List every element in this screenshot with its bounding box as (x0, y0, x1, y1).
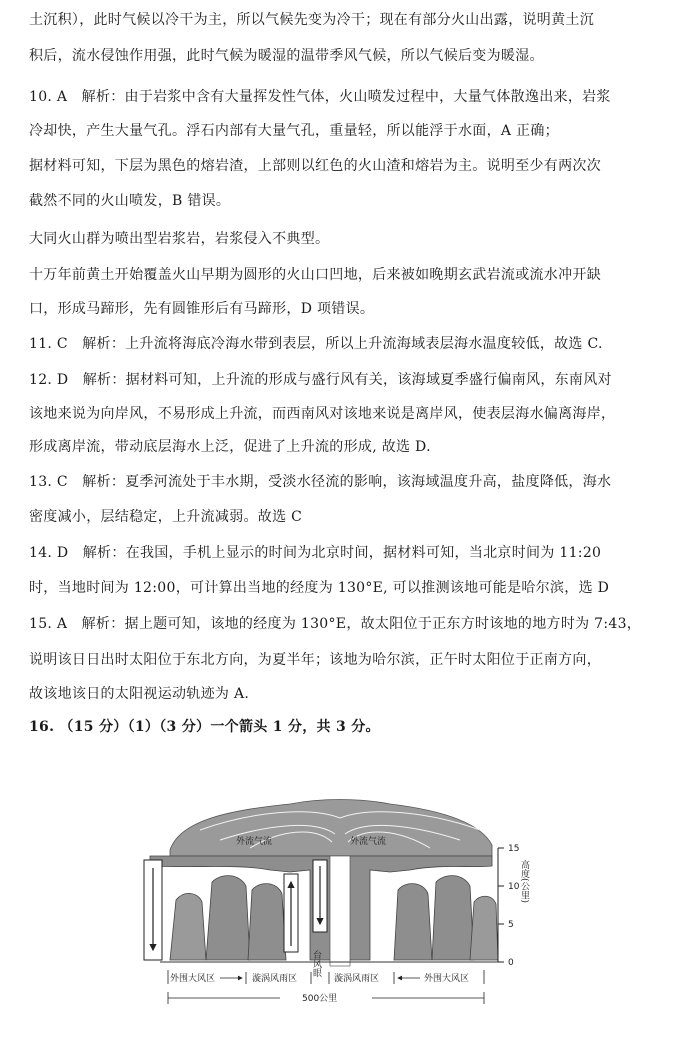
answer-12-line-1: 12. D 解析：据材料可知，上升流的形成与盛行风有关，该海域夏季盛行偏南风，东南风对 (29, 372, 612, 388)
answer-10-line-5: 大同火山群为喷出型岩浆岩，岩浆侵入不典型。 (29, 231, 330, 247)
ascending-arrow-box (284, 874, 298, 952)
answer-15-line-1: 15. A 解析：据上题可知，该地的经度为 130°E，故太阳位于正东方时该地的地方时为 7:43， (29, 616, 642, 632)
distance-scale (168, 992, 484, 1004)
answer-10-line-4: 截然不同的火山喷发，B 错误。 (29, 193, 231, 209)
answer-12-line-2: 该地来说为向岸风，不易形成上升流，而西南风对该地来说是离岸风，使表层海水偏离海岸， (29, 406, 616, 422)
typhoon-cross-section-figure (140, 790, 540, 1030)
answer-15-line-3: 故该地该日的太阳视运动轨迹为 A. (29, 686, 250, 702)
answer-11: 11. C 解析：上升流将海底冷海水带到表层，所以上升流海域表层海水温度较低，故选 C. (29, 336, 603, 352)
answer-12-line-3: 形成离岸流，带动底层海水上泛，促进了上升流的形成, 故选 D. (29, 439, 431, 455)
tick-0: 0 (508, 958, 514, 968)
answer-13-line-2: 密度减小，层结稳定，上升流减弱。故选 C (29, 509, 303, 525)
answer-15-line-2: 说明该日日出时太阳位于东北方向，为夏半年；该地为哈尔滨，正午时太阳位于正南方向， (29, 652, 601, 668)
answer-10-line-1: 10. A 解析：由于岩浆中含有大量挥发性气体，火山喷发过程中，大量气体散逸出来，岩浆 (29, 89, 611, 105)
zone-labels (168, 970, 484, 984)
typhoon-diagram (140, 790, 540, 1030)
zone-outer-right: 外围大风区 (424, 974, 470, 984)
tick-15: 15 (508, 844, 520, 854)
answer-10-line-3: 据材料可知，下层为黑色的熔岩渣，上部则以红色的火山渣和熔岩为主。说明至少有两次次 (29, 158, 601, 174)
answer-13-line-1: 13. C 解析：夏季河流处于丰水期，受淡水径流的影响，该海域温度升高，盐度降低，海水 (29, 474, 612, 490)
zone-outer-left: 外围大风区 (170, 974, 216, 984)
tick-5: 5 (508, 920, 514, 930)
answer-10-line-6: 十万年前黄土开始覆盖火山早期为圆形的火山口凹地，后来被如晚期玄武岩流或流水冲开缺 (29, 267, 601, 283)
answer-14-line-2: 时，当地时间为 12:00，可计算出当地的经度为 130°E, 可以推测该地可能是哈尔滨，选 D (29, 580, 610, 596)
text-line-1: 土沉积），此时气候以冷干为主，所以气候先变为冷干；现在有部分火山出露，说明黄土沉 (29, 12, 594, 28)
zone-vortex-right: 漩涡风雨区 (334, 974, 380, 984)
descending-arrow-box (144, 860, 162, 960)
question-16-heading: 16. （15 分）（1）（3 分）一个箭头 1 分，共 3 分。 (29, 719, 380, 735)
cloud-anvil (170, 800, 492, 857)
answer-14-line-1: 14. D 解析：在我国，手机上显示的时间为北京时间，据材料可知，当北京时间为 11:20 (29, 545, 602, 561)
eye-descending-arrow-box (313, 860, 327, 932)
typhoon-eye-label: 台风眼 (311, 950, 321, 977)
height-axis-label: 高度(公里) (519, 860, 529, 904)
height-axis (498, 844, 530, 968)
answer-10-line-7: 口，形成马蹄形，先有圆锥形后有马蹄形，D 项错误。 (29, 301, 375, 317)
zone-vortex-left: 漩涡风雨区 (252, 974, 298, 984)
answer-10-line-2: 冷却快，产生大量气孔。浮石内部有大量气孔，重量轻，所以能浮于水面，A 正确； (29, 123, 559, 139)
outflow-label-right: 外流气流 (350, 837, 387, 847)
text-line-2: 积后，流水侵蚀作用强，此时气候为暖湿的温带季风气候，所以气候后变为暖湿。 (29, 48, 544, 64)
tick-10: 10 (508, 882, 520, 892)
distance-label: 500公里 (302, 994, 338, 1004)
outflow-label-left: 外流气流 (236, 837, 273, 847)
